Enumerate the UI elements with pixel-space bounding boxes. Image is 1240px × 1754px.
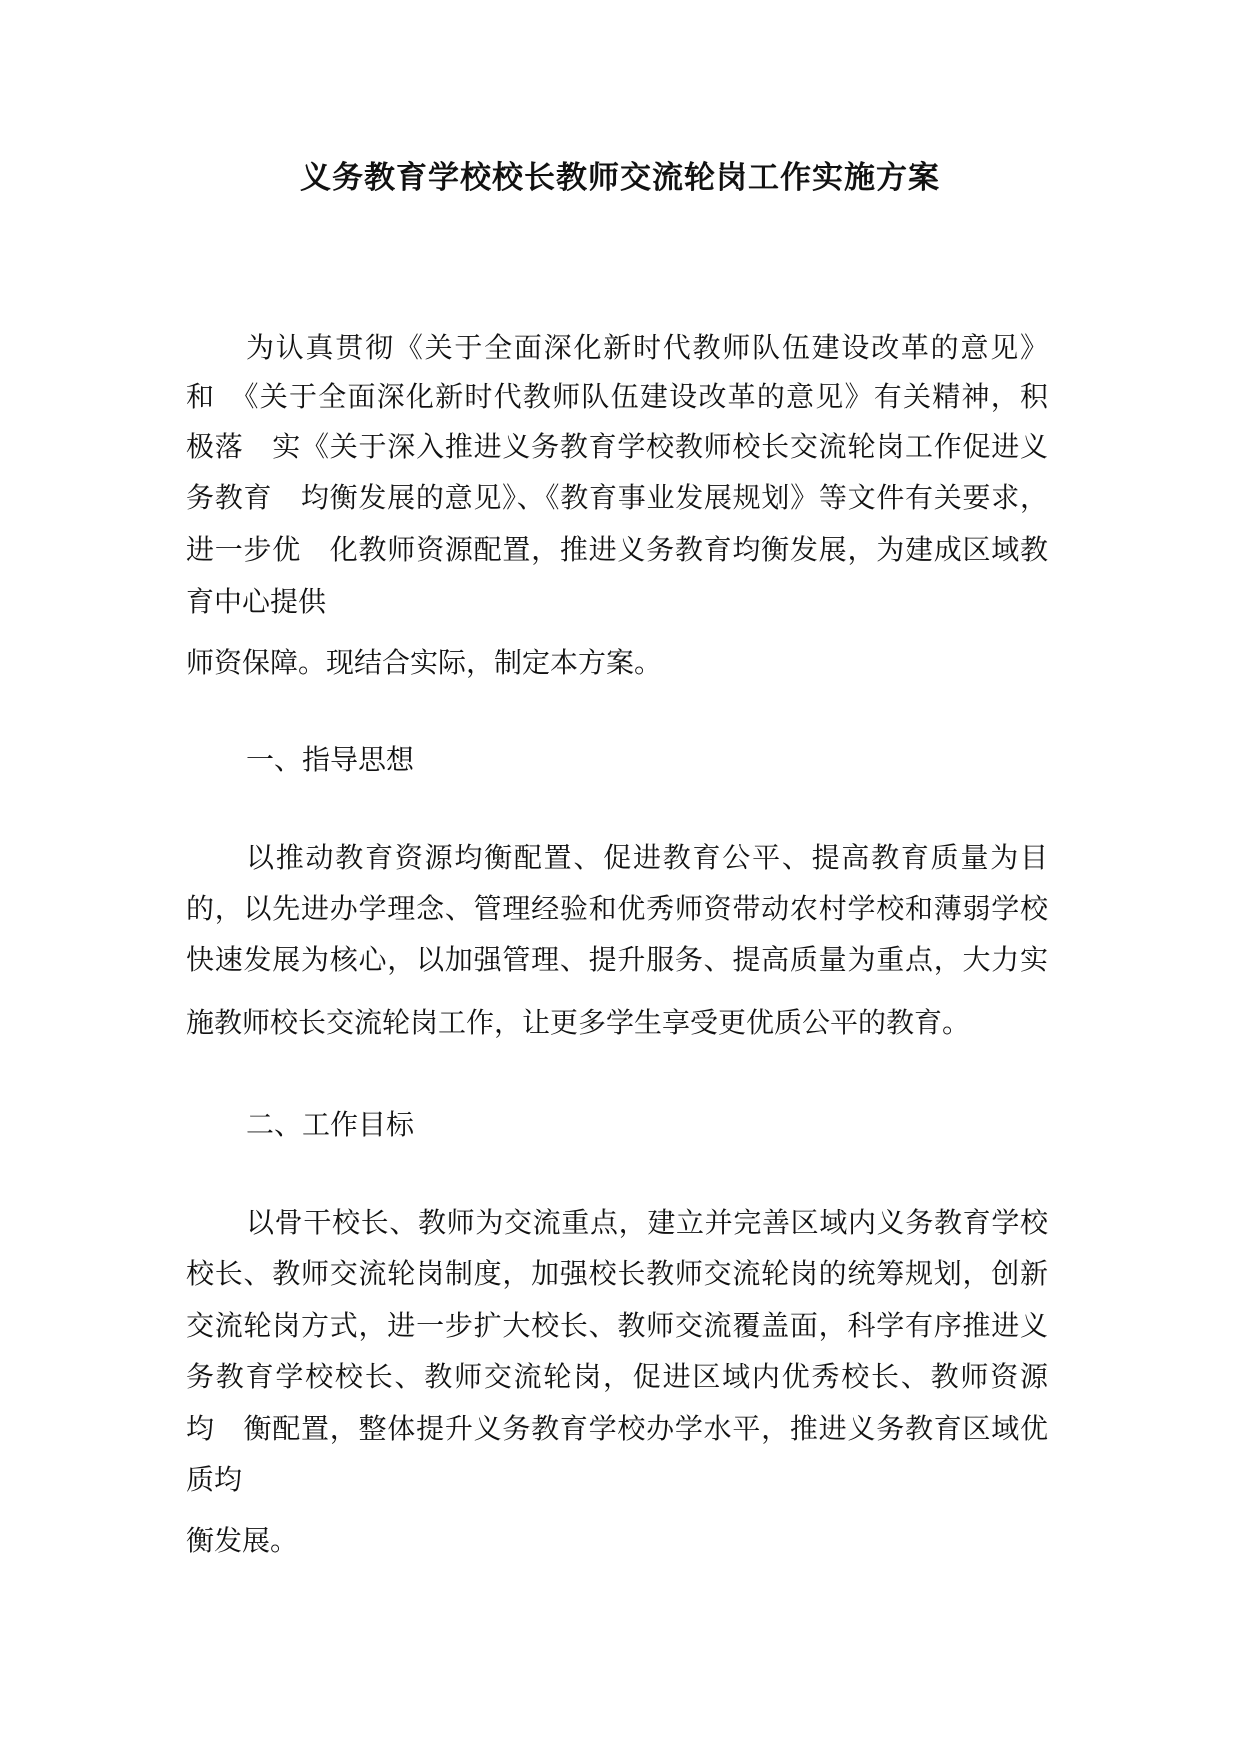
section-1-line-2: 的，以先进办学理念、管理经验和优秀师资带动农村学校和薄弱学校: [186, 892, 1048, 925]
section-1-line-1: 以推动教育资源均衡配置、促进教育公平、提高教育质量为目: [246, 841, 1048, 874]
intro-line-2: 和 《关于全面深化新时代教师队伍建设改革的意见》有关精神，积: [186, 380, 1048, 413]
section-2-heading: 二、工作目标: [246, 1108, 415, 1141]
section-2-line-5: 均 衡配置，整体提升义务教育学校办学水平，推进义务教育区域优: [186, 1412, 1048, 1445]
section-2-line-3: 交流轮岗方式，进一步扩大校长、教师交流覆盖面，科学有序推进义: [186, 1309, 1048, 1342]
section-2-line-2: 校长、教师交流轮岗制度，加强校长教师交流轮岗的统筹规划，创新: [186, 1257, 1048, 1290]
intro-line-1: 为认真贯彻《关于全面深化新时代教师队伍建设改革的意见》: [246, 331, 1048, 364]
section-2-line-1: 以骨干校长、教师为交流重点，建立并完善区域内义务教育学校: [246, 1206, 1048, 1239]
section-2-line-4: 务教育学校校长、教师交流轮岗，促进区域内优秀校长、教师资源: [186, 1360, 1048, 1393]
intro-line-4: 务教育 均衡发展的意见》、《教育事业发展规划》等文件有关要求，: [186, 481, 1048, 514]
section-1-line-4: 施教师校长交流轮岗工作，让更多学生享受更优质公平的教育。: [186, 1006, 971, 1039]
intro-line-7: 师资保障。现结合实际，制定本方案。: [186, 646, 663, 679]
section-2-line-7: 衡发展。: [186, 1524, 299, 1557]
intro-line-6: 育中心提供: [186, 585, 327, 618]
intro-line-5: 进一步优 化教师资源配置，推进义务教育均衡发展，为建成区域教: [186, 533, 1048, 566]
document-title: 义务教育学校校长教师交流轮岗工作实施方案: [300, 160, 940, 196]
intro-line-3: 极落 实《关于深入推进义务教育学校教师校长交流轮岗工作促进义: [186, 430, 1048, 463]
section-1-heading: 一、指导思想: [246, 743, 415, 776]
section-2-line-6: 质均: [186, 1463, 243, 1496]
section-1-line-3: 快速发展为核心，以加强管理、提升服务、提高质量为重点，大力实: [186, 943, 1048, 976]
